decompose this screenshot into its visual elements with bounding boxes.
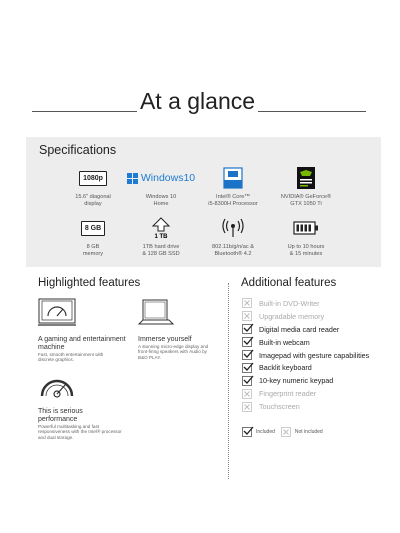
- title-rule-left: [32, 111, 137, 112]
- checkmark-icon: [242, 376, 252, 386]
- page-title: At a glance: [139, 88, 256, 114]
- spec-processor-line2: i5-8300H Processor: [208, 201, 258, 207]
- spec-graphics-line2: GTX 1050 Ti: [290, 201, 322, 207]
- feature-label: 10-key numeric keypad: [259, 376, 334, 386]
- spec-graphics: [266, 167, 346, 208]
- highlight-gaming: [38, 298, 138, 363]
- title-rule-right: [258, 111, 366, 112]
- additional-heading: Additional features: [241, 277, 337, 289]
- feature-label: Built-in DVD-Writer: [259, 298, 320, 308]
- section-divider: [228, 283, 229, 479]
- spec-os-line1: Windows 10: [145, 194, 177, 200]
- feature-fingerprint-reader: [242, 387, 369, 400]
- spec-os-line2: Home: [153, 201, 169, 207]
- feature-card-reader: [242, 323, 369, 336]
- display-1080p-badge: 1080p: [79, 171, 107, 186]
- storage-1tb-label: 1 TB: [154, 234, 168, 239]
- spec-display-line1: 15.6" diagonal: [75, 194, 111, 200]
- feature-dvd-writer: [242, 297, 369, 310]
- intel-core-i5-icon: [223, 167, 243, 189]
- checkmark-icon: [242, 363, 252, 373]
- gaming-gauge-icon: [38, 298, 76, 328]
- legend-included: Included: [256, 429, 275, 435]
- feature-webcam: [242, 336, 369, 349]
- performance-gauge-icon: [38, 370, 76, 400]
- feature-label: Touchscreen: [259, 402, 300, 412]
- spec-wireless: [193, 217, 273, 258]
- legend-not-included: Not included: [294, 429, 323, 435]
- additional-features-list: [242, 297, 369, 413]
- nvidia-geforce-icon: [297, 167, 315, 189]
- feature-label: Imagepad with gesture capabilities: [259, 350, 370, 360]
- storage-arrow-icon: [152, 217, 170, 239]
- spec-graphics-line1: NVIDIA® GeForce®: [280, 194, 332, 200]
- feature-label: Fingerprint reader: [259, 389, 317, 399]
- feature-label: Digital media card reader: [259, 324, 340, 334]
- cross-icon: [242, 311, 252, 321]
- cross-icon: [242, 389, 252, 399]
- feature-upgradable-memory: [242, 310, 369, 323]
- highlight-immerse-desc: A stunning micro-edge display and front-firing speakers with Audio by B&O PLAY.: [138, 344, 209, 360]
- cross-icon: [242, 298, 252, 308]
- checkmark-icon: [242, 324, 252, 334]
- wireless-icon: [222, 217, 244, 239]
- highlight-immerse-title: Immerse yourself: [138, 336, 192, 343]
- highlight-performance: [38, 370, 138, 440]
- spec-storage-line2: & 128 GB SSD: [142, 251, 180, 257]
- spec-memory-line1: 8 GB: [86, 244, 100, 250]
- spec-battery: [266, 217, 346, 258]
- feature-backlit-keyboard: [242, 361, 369, 374]
- specifications-panel: [26, 137, 381, 267]
- title-row: [0, 88, 400, 118]
- highlight-performance-title: This is serious performance: [38, 408, 83, 423]
- spec-processor: [193, 167, 273, 208]
- feature-label: Upgradable memory: [259, 311, 325, 321]
- cross-icon: [242, 402, 252, 412]
- highlight-gaming-title: A gaming and entertainment machine: [38, 336, 126, 351]
- spec-battery-line1: Up to 10 hours: [287, 244, 325, 250]
- checkmark-icon: [242, 350, 252, 360]
- checkmark-icon: [242, 337, 252, 347]
- laptop-icon: [138, 298, 174, 328]
- feature-label: Built-in webcam: [259, 337, 310, 347]
- feature-imagepad: [242, 349, 369, 362]
- features-legend: [242, 427, 323, 437]
- highlight-gaming-desc: Fast, smooth entertainment with discrete graphics.: [38, 352, 104, 363]
- feature-label: Backlit keyboard: [259, 363, 312, 373]
- spec-display-line2: display: [84, 201, 102, 207]
- spec-storage-line1: 1TB hard drive: [142, 244, 180, 250]
- spec-wireless-line1: 802.11b/g/n/ac &: [212, 244, 254, 250]
- spec-wireless-line2: Bluetooth® 4.2: [214, 251, 252, 257]
- spec-os: [121, 167, 201, 208]
- checkmark-icon: [242, 427, 252, 437]
- cross-icon: [281, 427, 291, 437]
- spec-memory-line2: memory: [82, 251, 104, 257]
- memory-8gb-badge: 8 GB: [81, 221, 105, 236]
- feature-numeric-keypad: [242, 374, 369, 387]
- specifications-heading: Specifications: [39, 143, 117, 157]
- spec-battery-line2: & 15 minutes: [289, 251, 323, 257]
- windows-logo-icon: Windows10: [127, 172, 195, 184]
- spec-processor-line1: Intel® Core™: [216, 194, 250, 200]
- spec-storage: [121, 217, 201, 258]
- feature-touchscreen: [242, 400, 369, 413]
- highlight-immerse: [138, 298, 238, 360]
- highlight-performance-desc: Powerful multitasking and fast responsiveness with the Intel® processor and dual storage.: [38, 424, 122, 440]
- highlighted-heading: Highlighted features: [38, 277, 141, 289]
- battery-icon: [293, 220, 319, 236]
